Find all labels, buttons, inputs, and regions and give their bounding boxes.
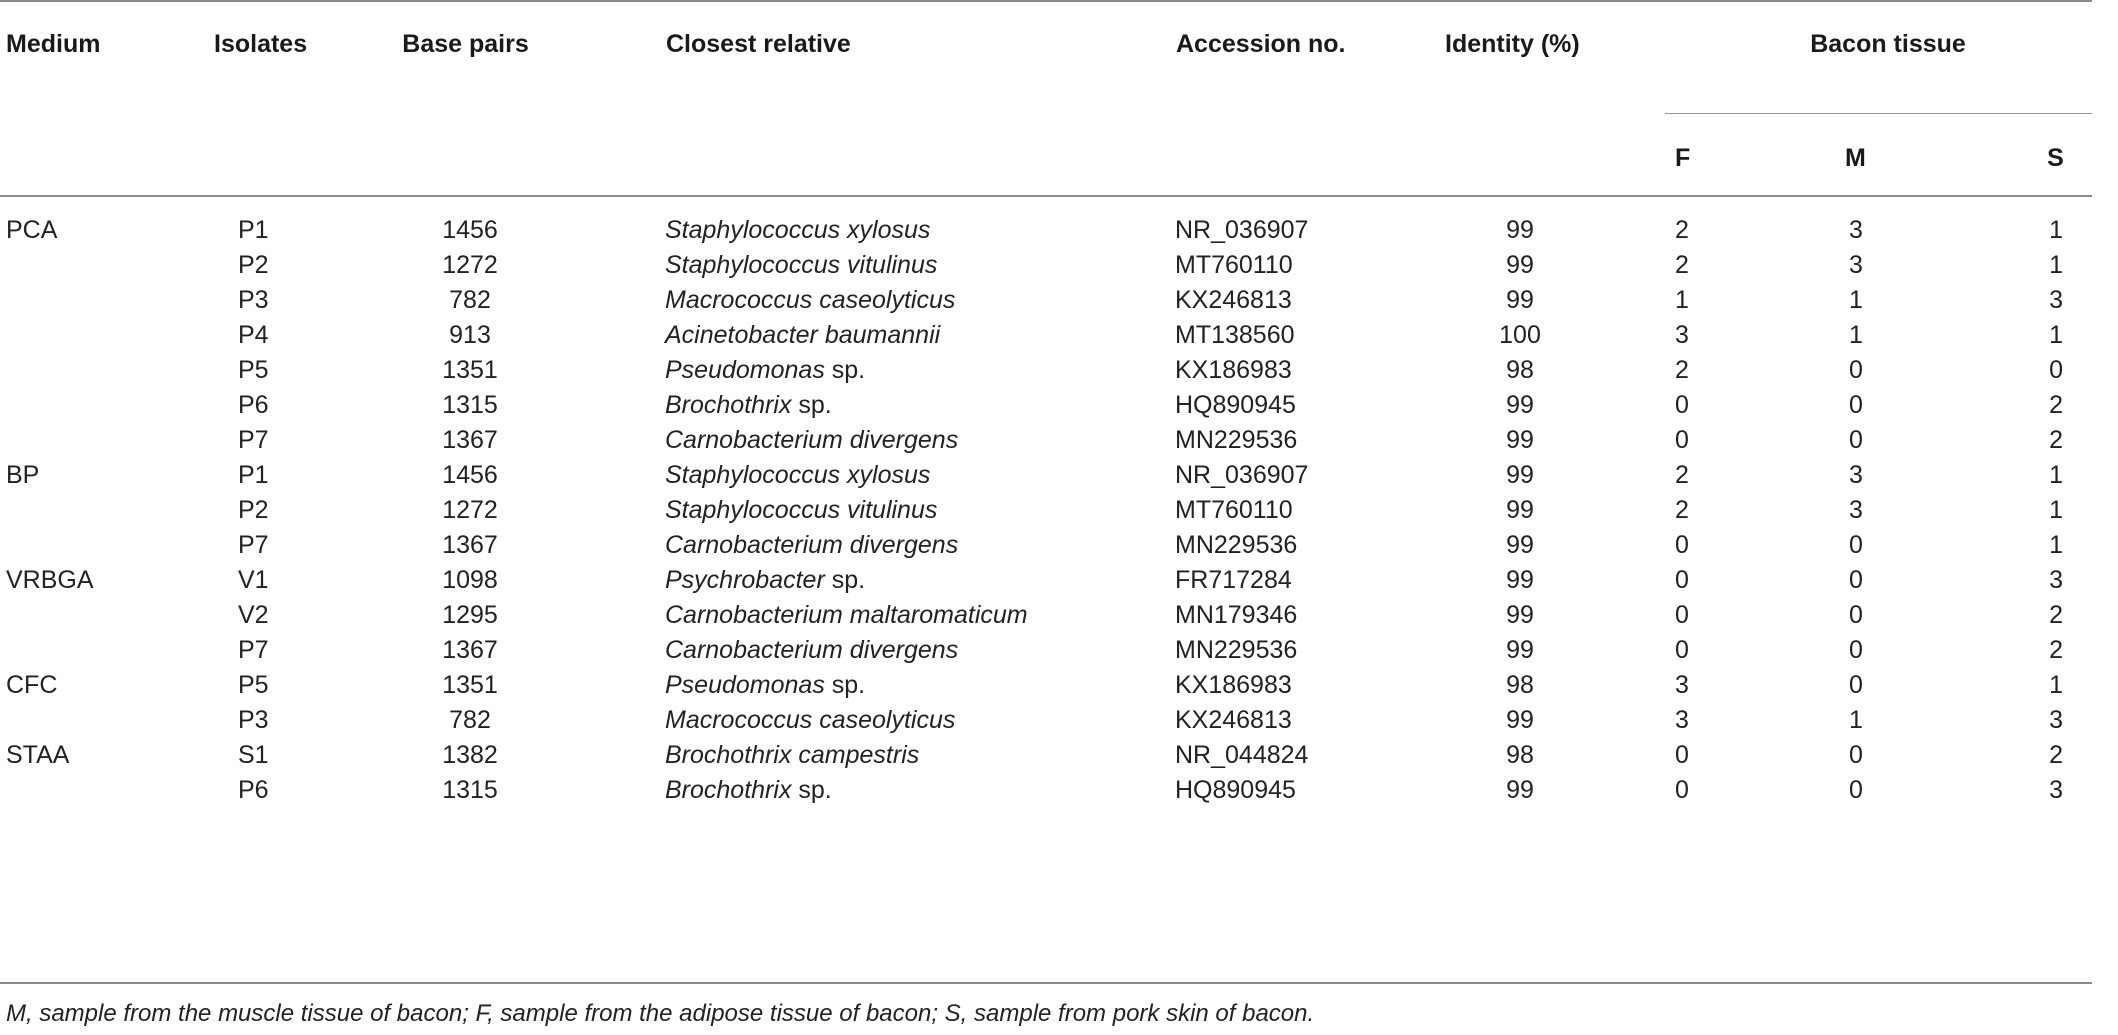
table-row [0, 703, 2092, 738]
header-closest-relative: Closest relative [665, 1, 1175, 195]
cell-isolate: P3 [238, 286, 269, 314]
header-bacon-tissue: Bacon tissue [1665, 1, 2092, 114]
species-name: Staphylococcus vitulinus [665, 496, 938, 524]
cell-accession: NR_036907 [1175, 461, 1309, 489]
table-row [0, 353, 2092, 388]
cell-identity: 100 [1499, 321, 1541, 349]
cell-s: 1 [2049, 321, 2063, 349]
cell-f: 2 [1675, 216, 1689, 244]
cell-identity: 99 [1506, 426, 1534, 454]
header-medium: Medium [0, 1, 200, 195]
cell-medium [0, 388, 200, 423]
species-name: Acinetobacter baumannii [665, 321, 941, 349]
cell-base-pairs: 1351 [442, 671, 498, 699]
header-m: M [1845, 143, 1866, 172]
cell-base-pairs: 1272 [442, 251, 498, 279]
cell-s: 1 [2049, 216, 2063, 244]
header-isolates: Isolates [200, 1, 345, 195]
cell-isolate: P4 [238, 321, 269, 349]
cell-base-pairs: 1382 [442, 741, 498, 769]
table-row [0, 196, 2092, 248]
cell-closest-relative [665, 563, 1175, 598]
header-accession: Accession no. [1175, 1, 1415, 195]
cell-base-pairs: 782 [449, 706, 491, 734]
cell-m: 0 [1849, 426, 1863, 454]
table-row [0, 668, 2092, 703]
cell-m: 0 [1849, 776, 1863, 804]
cell-medium [0, 703, 200, 738]
cell-accession: MT138560 [1175, 321, 1295, 349]
cell-accession: MN229536 [1175, 531, 1298, 559]
table-row [0, 458, 2092, 493]
cell-accession: HQ890945 [1175, 776, 1296, 804]
species-name: Macrococcus caseolyticus [665, 286, 956, 314]
cell-s: 1 [2049, 671, 2063, 699]
cell-identity: 99 [1506, 531, 1534, 559]
cell-accession: FR717284 [1175, 566, 1292, 594]
cell-f: 2 [1675, 496, 1689, 524]
cell-f: 2 [1675, 251, 1689, 279]
cell-f: 2 [1675, 461, 1689, 489]
cell-f: 0 [1675, 566, 1689, 594]
header-base-pairs: Base pairs [345, 1, 665, 195]
cell-accession: MT760110 [1175, 496, 1293, 524]
table-row [0, 598, 2092, 633]
cell-m: 1 [1849, 286, 1863, 314]
cell-medium [0, 528, 200, 563]
cell-isolate: P5 [238, 356, 269, 384]
table-row [0, 773, 2092, 808]
cell-identity: 99 [1506, 251, 1534, 279]
cell-medium: VRBGA [6, 566, 94, 594]
cell-base-pairs: 1315 [442, 776, 498, 804]
cell-identity: 99 [1506, 461, 1534, 489]
cell-closest-relative [665, 668, 1175, 703]
cell-s: 3 [2049, 706, 2063, 734]
cell-s: 3 [2049, 286, 2063, 314]
cell-base-pairs: 1367 [442, 426, 498, 454]
header-s: S [2047, 143, 2064, 172]
cell-m: 1 [1849, 321, 1863, 349]
cell-accession: MT760110 [1175, 251, 1293, 279]
cell-m: 0 [1849, 531, 1863, 559]
cell-m: 0 [1849, 671, 1863, 699]
table-row [0, 633, 2092, 668]
cell-isolate: P1 [238, 461, 269, 489]
cell-closest-relative [665, 283, 1175, 318]
table-row [0, 563, 2092, 598]
cell-accession: KX186983 [1175, 671, 1292, 699]
bottom-rule [0, 982, 2092, 984]
cell-base-pairs: 1351 [442, 356, 498, 384]
cell-base-pairs: 1456 [442, 461, 498, 489]
cell-medium: CFC [6, 671, 58, 699]
cell-isolate: P6 [238, 391, 269, 419]
table-body [0, 196, 2092, 808]
table-row [0, 248, 2092, 283]
cell-identity: 99 [1506, 601, 1534, 629]
cell-accession: KX246813 [1175, 286, 1292, 314]
species-name: Brochothrix [665, 776, 792, 804]
cell-closest-relative [665, 493, 1175, 528]
species-name: Carnobacterium divergens [665, 531, 959, 559]
cell-isolate: P1 [238, 216, 269, 244]
cell-isolate: P2 [238, 496, 269, 524]
header-identity: Identity (%) [1415, 1, 1665, 195]
cell-closest-relative [665, 528, 1175, 563]
species-name: Macrococcus caseolyticus [665, 706, 956, 734]
cell-m: 0 [1849, 391, 1863, 419]
cell-medium: PCA [6, 216, 58, 244]
cell-closest-relative [665, 196, 1175, 248]
species-name: Staphylococcus vitulinus [665, 251, 938, 279]
table-row [0, 388, 2092, 423]
cell-accession: NR_036907 [1175, 216, 1309, 244]
cell-medium [0, 283, 200, 318]
cell-closest-relative [665, 423, 1175, 458]
cell-s: 2 [2049, 636, 2063, 664]
cell-m: 1 [1849, 706, 1863, 734]
cell-isolate: P7 [238, 636, 269, 664]
cell-medium [0, 633, 200, 668]
cell-closest-relative [665, 633, 1175, 668]
cell-f: 1 [1675, 286, 1689, 314]
cell-isolate: P6 [238, 776, 269, 804]
cell-isolate: V1 [238, 566, 269, 594]
header-row-1 [0, 1, 2092, 114]
species-name: Brochothrix [665, 391, 792, 419]
cell-accession: KX246813 [1175, 706, 1292, 734]
cell-f: 0 [1675, 426, 1689, 454]
cell-medium [0, 598, 200, 633]
cell-base-pairs: 1098 [442, 566, 498, 594]
table-row [0, 493, 2092, 528]
cell-m: 3 [1849, 216, 1863, 244]
cell-f: 0 [1675, 531, 1689, 559]
species-name: Staphylococcus xylosus [665, 461, 931, 489]
cell-isolate: S1 [238, 741, 269, 769]
species-suffix: sp. [824, 671, 866, 699]
cell-identity: 98 [1506, 356, 1534, 384]
cell-f: 0 [1675, 636, 1689, 664]
cell-s: 2 [2049, 741, 2063, 769]
table-row [0, 283, 2092, 318]
cell-m: 3 [1849, 251, 1863, 279]
cell-medium [0, 773, 200, 808]
cell-identity: 99 [1506, 776, 1534, 804]
cell-s: 1 [2049, 496, 2063, 524]
cell-base-pairs: 913 [449, 321, 491, 349]
cell-base-pairs: 1367 [442, 531, 498, 559]
species-suffix: sp. [791, 391, 832, 419]
cell-f: 0 [1675, 601, 1689, 629]
cell-closest-relative [665, 703, 1175, 738]
species-name: Pseudomonas [665, 671, 825, 699]
cell-m: 0 [1849, 566, 1863, 594]
cell-f: 3 [1675, 706, 1689, 734]
cell-identity: 99 [1506, 496, 1534, 524]
cell-m: 0 [1849, 601, 1863, 629]
cell-m: 3 [1849, 461, 1863, 489]
cell-medium [0, 493, 200, 528]
cell-base-pairs: 1295 [442, 601, 498, 629]
cell-identity: 99 [1506, 566, 1534, 594]
cell-m: 0 [1849, 636, 1863, 664]
table-row [0, 423, 2092, 458]
cell-f: 3 [1675, 671, 1689, 699]
cell-isolate: P3 [238, 706, 269, 734]
cell-identity: 99 [1506, 216, 1534, 244]
cell-isolate: P7 [238, 426, 269, 454]
cell-identity: 99 [1506, 286, 1534, 314]
cell-medium [0, 248, 200, 283]
cell-medium: STAA [6, 741, 70, 769]
cell-f: 2 [1675, 356, 1689, 384]
cell-isolate: V2 [238, 601, 269, 629]
cell-s: 2 [2049, 426, 2063, 454]
cell-s: 0 [2049, 356, 2063, 384]
species-name: Staphylococcus xylosus [665, 216, 931, 244]
cell-identity: 98 [1506, 671, 1534, 699]
cell-accession: MN179346 [1175, 601, 1298, 629]
cell-isolate: P2 [238, 251, 269, 279]
species-name: Carnobacterium divergens [665, 426, 959, 454]
cell-identity: 99 [1506, 636, 1534, 664]
cell-isolate: P7 [238, 531, 269, 559]
species-name: Pseudomonas [665, 356, 825, 384]
cell-identity: 99 [1506, 706, 1534, 734]
cell-accession: MN229536 [1175, 426, 1298, 454]
species-suffix: sp. [791, 776, 832, 804]
cell-s: 2 [2049, 391, 2063, 419]
cell-closest-relative [665, 458, 1175, 493]
cell-accession: HQ890945 [1175, 391, 1296, 419]
cell-closest-relative [665, 598, 1175, 633]
cell-f: 0 [1675, 391, 1689, 419]
cell-m: 3 [1849, 496, 1863, 524]
cell-medium: BP [6, 461, 40, 489]
cell-accession: NR_044824 [1175, 741, 1309, 769]
cell-m: 0 [1849, 741, 1863, 769]
cell-f: 3 [1675, 321, 1689, 349]
species-suffix: sp. [824, 356, 866, 384]
cell-s: 1 [2049, 531, 2063, 559]
header-f: F [1675, 143, 1691, 172]
cell-medium [0, 318, 200, 353]
cell-closest-relative [665, 388, 1175, 423]
cell-base-pairs: 1272 [442, 496, 498, 524]
cell-base-pairs: 782 [449, 286, 491, 314]
cell-closest-relative [665, 353, 1175, 388]
cell-s: 1 [2049, 461, 2063, 489]
species-name: Psychrobacter [665, 566, 825, 594]
species-name: Carnobacterium divergens [665, 636, 959, 664]
cell-accession: MN229536 [1175, 636, 1298, 664]
cell-identity: 99 [1506, 391, 1534, 419]
cell-identity: 98 [1506, 741, 1534, 769]
cell-accession: KX186983 [1175, 356, 1292, 384]
cell-base-pairs: 1315 [442, 391, 498, 419]
cell-medium [0, 423, 200, 458]
cell-base-pairs: 1367 [442, 636, 498, 664]
table-footnote: M, sample from the muscle tissue of bacon; F, sample from the adipose tissue of bacon; S, sample from pork skin of bacon. [6, 1000, 1315, 1027]
table-row [0, 318, 2092, 353]
cell-closest-relative [665, 248, 1175, 283]
species-suffix: sp. [824, 566, 866, 594]
table-row [0, 738, 2092, 773]
table-row [0, 528, 2092, 563]
cell-closest-relative [665, 738, 1175, 773]
cell-closest-relative [665, 318, 1175, 353]
cell-medium [0, 353, 200, 388]
cell-m: 0 [1849, 356, 1863, 384]
cell-s: 2 [2049, 601, 2063, 629]
cell-s: 1 [2049, 251, 2063, 279]
cell-s: 3 [2049, 776, 2063, 804]
cell-closest-relative [665, 773, 1175, 808]
species-name: Brochothrix campestris [665, 741, 920, 769]
cell-base-pairs: 1456 [442, 216, 498, 244]
cell-f: 0 [1675, 776, 1689, 804]
cell-f: 0 [1675, 741, 1689, 769]
cell-isolate: P5 [238, 671, 269, 699]
cell-s: 3 [2049, 566, 2063, 594]
species-name: Carnobacterium maltaromaticum [665, 601, 1028, 629]
